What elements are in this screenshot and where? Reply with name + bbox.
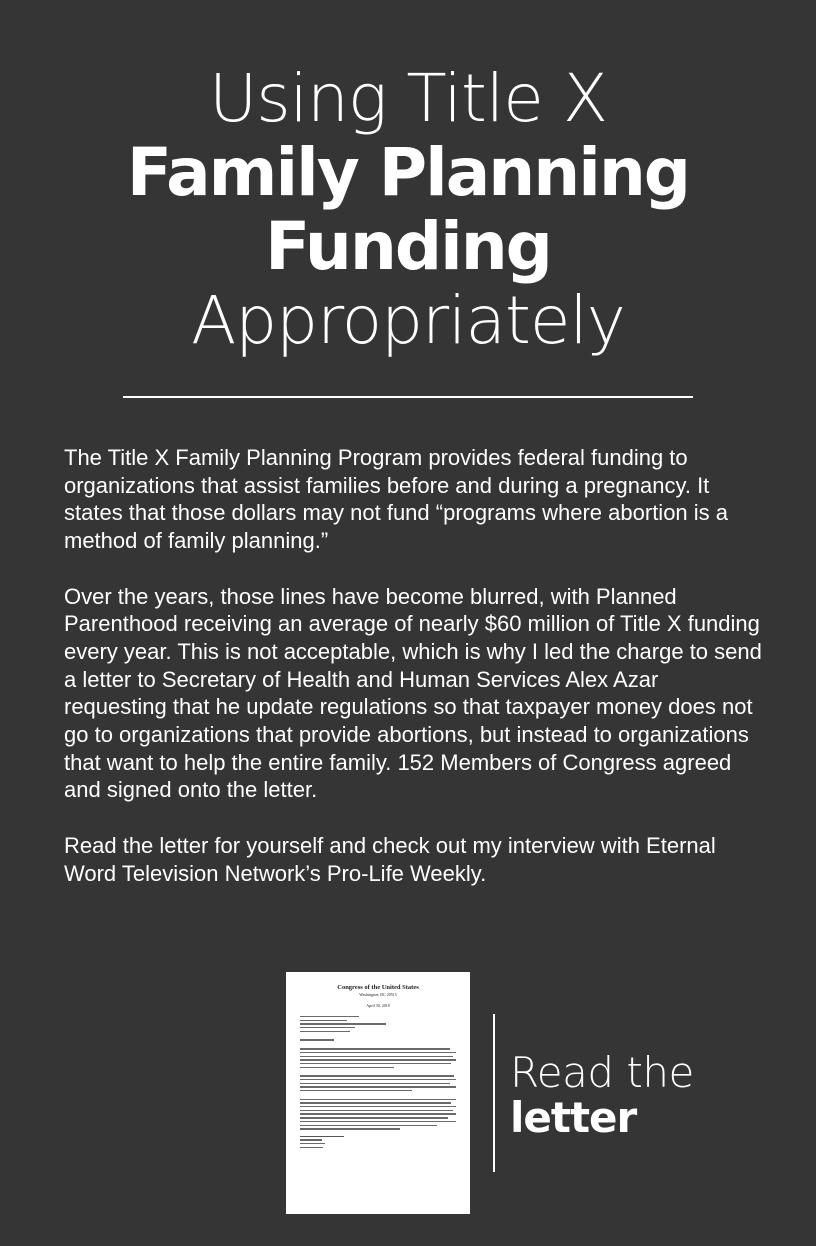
title-divider: [123, 396, 693, 398]
title-line-3: Funding: [265, 208, 551, 285]
letter-subheading: Washington, DC 20515: [359, 992, 397, 997]
letter-thumbnail-link[interactable]: [286, 972, 470, 1214]
cta-line-1: Read the: [510, 1048, 694, 1097]
letter-heading: Congress of the United States: [337, 984, 419, 991]
read-letter-link[interactable]: [510, 1050, 694, 1140]
letter-date: April 30, 2018: [366, 1003, 390, 1008]
body-text: [64, 444, 764, 915]
cta-line-2: letter: [510, 1093, 637, 1142]
title-line-1: Using Title X: [208, 60, 608, 137]
letter-body-lines: [300, 1016, 456, 1148]
title-line-4: Appropriately: [191, 282, 625, 359]
paragraph: The Title X Family Planning Program provides federal funding to organizations that assist families before and during a pregnancy. It states that those dollars may not fund “programs where abortion is a method of family planning.”: [64, 445, 729, 554]
paragraph: Over the years, those lines have become blurred, with Planned Parenthood receiving an average of nearly $60 million of Title X funding every year. This is not acceptable, which is why I led the charge to send a letter to Secretary of Health and Human Services Alex Azar requesting that he update regulations so that taxpayer money does not go to organizations that provide abortions, but instead to organizations that want to help the entire family. 152 Members of Congress agreed and signed onto the letter.: [64, 583, 762, 803]
page-title: [0, 62, 816, 358]
paragraph: Read the letter for yourself and check out my interview with Eternal Word Television Network’s Pro-Life Weekly.: [64, 832, 716, 886]
title-line-2: Family Planning: [126, 134, 690, 211]
cta-divider: [493, 1014, 495, 1172]
